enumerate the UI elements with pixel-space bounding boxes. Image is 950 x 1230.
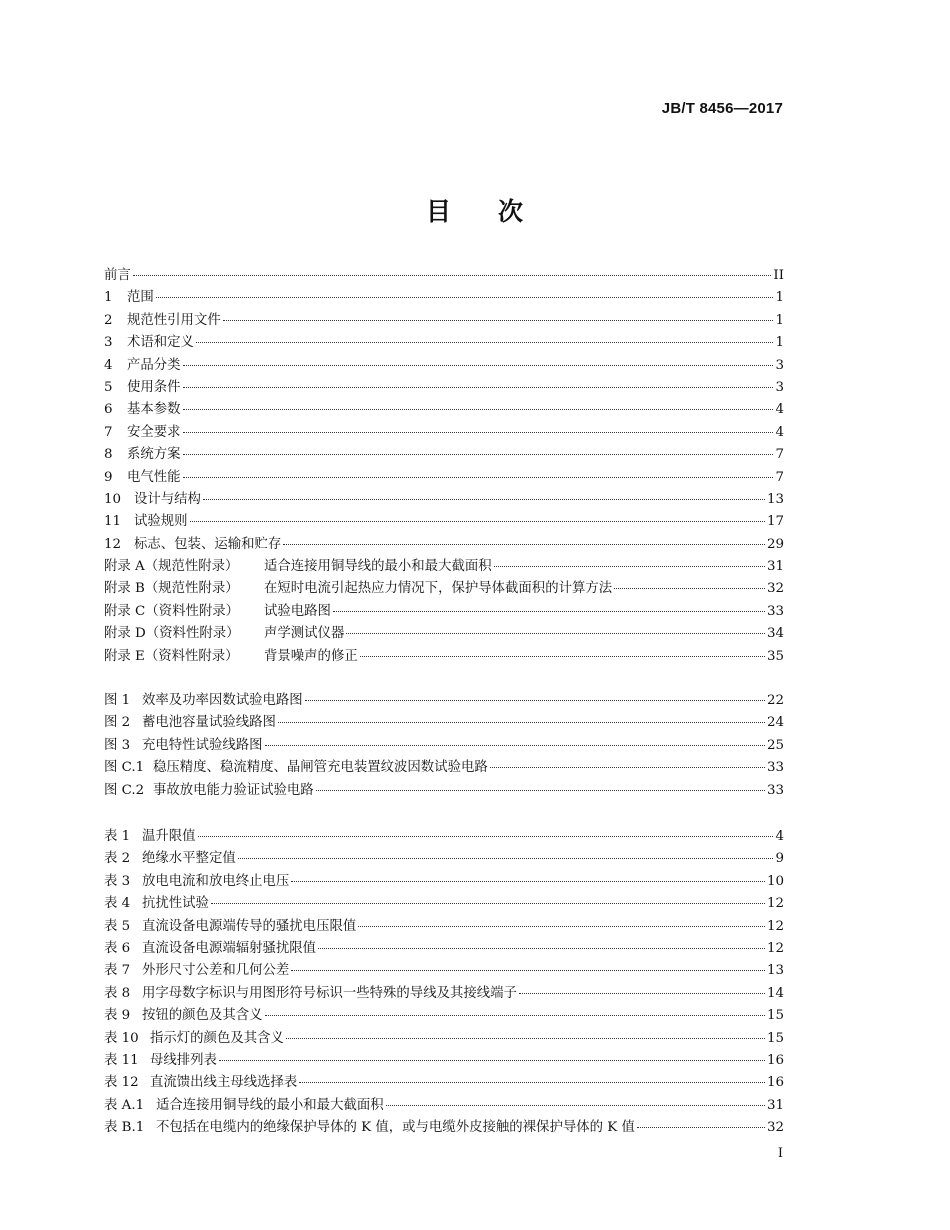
dot-leader <box>318 947 765 949</box>
dot-leader <box>265 1014 765 1016</box>
dot-leader <box>386 1104 765 1106</box>
toc-entry[interactable] <box>104 399 784 421</box>
toc-entry-page: 14 <box>766 985 784 1001</box>
toc-entry-number: 附录 A（规范性附录） <box>104 559 239 575</box>
toc-entry-page: 4 <box>775 424 784 440</box>
toc-entry-label: 直流馈出线主母线选择表 <box>150 1075 298 1091</box>
toc-entry-label: 直流设备电源端传导的骚扰电压限值 <box>142 918 357 934</box>
toc-entry-number: 表 4 <box>104 896 131 912</box>
toc-entry-page: 1 <box>775 290 784 306</box>
toc-entry-number: 表 8 <box>104 985 131 1001</box>
toc-entry-page: 31 <box>766 1097 784 1113</box>
dot-leader <box>333 610 765 612</box>
toc-entry[interactable] <box>104 377 784 399</box>
dot-leader <box>183 453 774 455</box>
toc-entry-number: 表 3 <box>104 873 131 889</box>
toc-entry-label: 事故放电能力验证试验电路 <box>153 782 314 798</box>
toc-entry-label: 试验电路图 <box>264 603 331 619</box>
toc-entry-page: 12 <box>766 918 784 934</box>
dot-leader <box>196 341 774 343</box>
toc-entry[interactable] <box>104 265 784 287</box>
toc-entry-number: 表 B.1 <box>104 1120 145 1136</box>
toc-entry-label: 安全要求 <box>127 424 181 440</box>
toc-entry[interactable] <box>104 489 784 511</box>
toc-entry-label: 指示灯的颜色及其含义 <box>150 1030 284 1046</box>
toc-entry-page: 22 <box>766 693 784 708</box>
page-title <box>0 192 950 228</box>
toc-entry[interactable] <box>104 1005 784 1027</box>
toc-entry-page: 34 <box>766 626 784 642</box>
dot-leader <box>316 789 765 791</box>
toc-entry-label: 温升限值 <box>142 829 196 844</box>
toc-entry-number: 表 12 <box>104 1075 139 1091</box>
dot-leader <box>219 1059 765 1061</box>
dot-leader <box>198 835 774 837</box>
toc-entry-label: 适合连接用铜导线的最小和最大截面积 <box>264 559 492 575</box>
toc-entry-label: 抗扰性试验 <box>142 896 209 912</box>
toc-entry[interactable] <box>104 735 784 757</box>
toc-entry-label: 系统方案 <box>127 447 181 463</box>
toc-entry[interactable] <box>104 310 784 332</box>
toc-entry-label: 用字母数字标识与用图形符号标识一些特殊的导线及其接线端子 <box>142 985 517 1001</box>
toc-entry-number: 11 <box>104 514 122 530</box>
toc-entry-number: 图 1 <box>104 693 131 708</box>
toc-entry-label: 蓄电池容量试验线路图 <box>142 715 276 731</box>
toc-entry-number: 表 5 <box>104 918 131 934</box>
toc-entry-page: 13 <box>766 963 784 979</box>
toc-entry[interactable] <box>104 848 784 870</box>
toc-entry-number: 5 <box>104 379 113 395</box>
toc-entry[interactable] <box>104 960 784 982</box>
toc-entry[interactable] <box>104 916 784 938</box>
dot-leader <box>190 520 765 522</box>
toc-entry-page: 7 <box>775 469 784 485</box>
toc-entry-page: 10 <box>766 873 784 889</box>
toc-entry-page: 3 <box>775 379 784 395</box>
dot-leader <box>133 274 772 276</box>
toc-entry-number: 图 C.2 <box>104 782 145 798</box>
toc-entry-number: 10 <box>104 491 122 507</box>
toc-entry-number: 表 9 <box>104 1008 131 1024</box>
toc-tables-list <box>104 826 784 1139</box>
toc-entry-page: 7 <box>775 447 784 463</box>
toc-entry-label: 声学测试仪器 <box>264 626 345 642</box>
toc-entry-number: 附录 D（资料性附录） <box>104 626 240 642</box>
dot-leader <box>614 587 765 589</box>
toc-entry-label: 不包括在电缆内的绝缘保护导体的 K 值，或与电缆外皮接触的裸保护导体的 K 值 <box>156 1120 635 1136</box>
toc-entry-page: 32 <box>766 1120 784 1136</box>
toc-entry-label: 母线排列表 <box>150 1052 217 1068</box>
toc-entry-label: 适合连接用铜导线的最小和最大截面积 <box>156 1097 384 1113</box>
toc-entry-page: 1 <box>775 312 784 328</box>
toc-entry-label: 标志、包装、运输和贮存 <box>134 536 282 552</box>
toc-entry-label: 术语和定义 <box>127 335 194 351</box>
toc-entry-number: 图 C.1 <box>104 760 145 776</box>
dot-leader <box>291 969 765 971</box>
toc-entry-number: 表 11 <box>104 1052 139 1068</box>
toc-entry-label: 试验规则 <box>134 514 188 530</box>
toc-entry-page: 9 <box>775 851 784 867</box>
toc-entry-page: 32 <box>766 581 784 597</box>
toc-entry-page: 33 <box>766 760 784 776</box>
toc-entry-page: 24 <box>766 715 784 731</box>
toc-entry[interactable] <box>104 1050 784 1072</box>
page-number: I <box>777 1146 783 1161</box>
toc-entry-label: 直流设备电源端辐射骚扰限值 <box>142 940 317 956</box>
toc-entry-page: 29 <box>766 536 784 552</box>
dot-leader <box>519 992 765 994</box>
toc-entry-label: 充电特性试验线路图 <box>142 737 263 753</box>
toc-entry[interactable] <box>104 287 784 309</box>
dot-leader <box>283 543 765 545</box>
toc-entry-label: 稳压精度、稳流精度、晶闸管充电装置纹波因数试验电路 <box>153 760 488 776</box>
toc-entry-number: 表 1 <box>104 829 131 844</box>
toc-entry-number: 4 <box>104 357 113 373</box>
toc-entry[interactable] <box>104 938 784 960</box>
toc-entry-number: 9 <box>104 469 113 485</box>
dot-leader <box>305 699 765 701</box>
toc-entry-label: 基本参数 <box>127 402 181 418</box>
toc-entry[interactable] <box>104 332 784 354</box>
dot-leader <box>346 632 765 634</box>
toc-entry[interactable] <box>104 1095 784 1117</box>
toc-entry[interactable] <box>104 780 784 802</box>
toc-entry[interactable] <box>104 646 784 668</box>
toc-entry[interactable] <box>104 578 784 600</box>
toc-entry-page: 25 <box>766 737 784 753</box>
toc-entry-number: 2 <box>104 312 113 328</box>
toc-entry-number: 表 6 <box>104 940 131 956</box>
dot-leader <box>360 655 765 657</box>
toc-entry-label: 放电电流和放电终止电压 <box>142 873 290 889</box>
toc-entry[interactable] <box>104 444 784 466</box>
toc-entry-number: 12 <box>104 536 122 552</box>
toc-figures-list <box>104 690 784 802</box>
document-code: JB/T 8456—2017 <box>661 100 783 117</box>
toc-entry-number: 附录 B（规范性附录） <box>104 581 239 597</box>
toc-sections-list <box>104 265 784 668</box>
toc-entry-number: 7 <box>104 424 113 440</box>
toc-entry-label: 产品分类 <box>127 357 181 373</box>
title-char-1: 目 <box>425 197 452 226</box>
toc-entry[interactable] <box>104 1117 784 1139</box>
toc-entry-page: 3 <box>775 357 784 373</box>
toc-entry-page: II <box>773 268 784 283</box>
toc-entry[interactable] <box>104 534 784 556</box>
dot-leader <box>203 498 765 500</box>
toc-entry[interactable] <box>104 893 784 915</box>
toc-entry-label: 按钮的颜色及其含义 <box>142 1008 263 1024</box>
dot-leader <box>299 1081 765 1083</box>
toc-entry-number: 表 10 <box>104 1030 139 1046</box>
dot-leader <box>291 880 765 882</box>
toc-entry-number: 图 2 <box>104 715 131 731</box>
toc-entry[interactable] <box>104 556 784 578</box>
toc-entry-label: 使用条件 <box>127 379 181 395</box>
dot-leader <box>211 902 765 904</box>
toc-entry-page: 4 <box>775 402 784 418</box>
toc-entry[interactable] <box>104 712 784 734</box>
dot-leader <box>490 766 765 768</box>
toc-entry-number: 8 <box>104 447 113 463</box>
dot-leader <box>183 364 774 366</box>
toc-entry-label: 设计与结构 <box>134 491 201 507</box>
toc-entry[interactable] <box>104 355 784 377</box>
toc-entry[interactable] <box>104 623 784 645</box>
toc-entry[interactable] <box>104 826 784 848</box>
toc-entry-number: 表 A.1 <box>104 1097 145 1113</box>
toc-entry-page: 13 <box>766 491 784 507</box>
toc-entry[interactable] <box>104 511 784 533</box>
toc-entry[interactable] <box>104 1028 784 1050</box>
dot-leader <box>183 408 774 410</box>
title-char-2: 次 <box>498 197 525 226</box>
toc-entry-label: 范围 <box>127 290 154 306</box>
dot-leader <box>183 386 774 388</box>
toc-entry-number: 图 3 <box>104 737 131 753</box>
dot-leader <box>156 296 774 298</box>
dot-leader <box>278 721 765 723</box>
dot-leader <box>494 565 765 567</box>
toc-entry-page: 12 <box>766 896 784 912</box>
toc-entry-label: 效率及功率因数试验电路图 <box>142 693 303 708</box>
toc-entry-page: 17 <box>766 514 784 530</box>
toc-entry[interactable] <box>104 757 784 779</box>
toc-entry-page: 4 <box>775 829 784 844</box>
dot-leader <box>358 925 765 927</box>
toc-entry-label: 外形尺寸公差和几何公差 <box>142 963 290 979</box>
toc-entry-page: 1 <box>775 335 784 351</box>
toc-entry-label: 规范性引用文件 <box>127 312 221 328</box>
toc-entry[interactable] <box>104 601 784 623</box>
dot-leader <box>265 744 765 746</box>
dot-leader <box>286 1037 765 1039</box>
toc-entry-page: 15 <box>766 1030 784 1046</box>
toc-entry-page: 16 <box>766 1075 784 1091</box>
dot-leader <box>223 319 774 321</box>
toc-entry-page: 35 <box>766 648 784 664</box>
toc-entry-page: 31 <box>766 559 784 575</box>
dot-leader <box>238 857 774 859</box>
toc-entry-label: 背景噪声的修正 <box>264 648 358 664</box>
dot-leader <box>183 476 774 478</box>
dot-leader <box>183 431 774 433</box>
toc-entry[interactable] <box>104 467 784 489</box>
toc-entry-page: 15 <box>766 1008 784 1024</box>
toc-entry[interactable] <box>104 690 784 712</box>
toc-entry[interactable] <box>104 983 784 1005</box>
toc-entry-label: 在短时电流引起热应力情况下，保护导体截面积的计算方法 <box>264 581 613 597</box>
toc-entry-label: 绝缘水平整定值 <box>142 851 236 867</box>
toc-entry-page: 12 <box>766 940 784 956</box>
toc-entry-number: 附录 E（资料性附录） <box>104 648 239 664</box>
dot-leader <box>637 1126 765 1128</box>
toc-entry[interactable] <box>104 422 784 444</box>
toc-entry-number: 1 <box>104 290 113 306</box>
toc-entry-page: 16 <box>766 1052 784 1068</box>
toc-entry[interactable] <box>104 1072 784 1094</box>
toc-entry-page: 33 <box>766 603 784 619</box>
toc-entry[interactable] <box>104 871 784 893</box>
toc-entry-number: 3 <box>104 335 113 351</box>
toc-entry-number: 表 2 <box>104 851 131 867</box>
toc-entry-label: 电气性能 <box>127 469 181 485</box>
toc-entry-number: 表 7 <box>104 963 131 979</box>
toc-entry-page: 33 <box>766 782 784 798</box>
toc-entry-label: 前言 <box>104 268 131 283</box>
toc-entry-number: 附录 C（资料性附录） <box>104 603 240 619</box>
toc-entry-number: 6 <box>104 402 113 418</box>
